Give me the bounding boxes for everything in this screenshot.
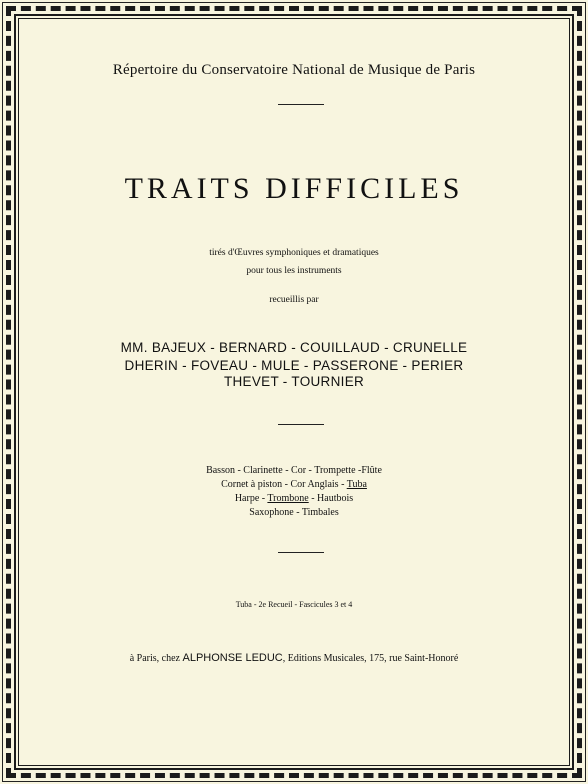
instrument-trombone: Trombone (267, 493, 309, 504)
publisher-prefix: à Paris, chez (129, 653, 183, 664)
instruments-line: Basson - Clarinette - Cor - Trompette -Flûte (206, 465, 382, 476)
authors-line: DHERIN - FOVEAU - MULE - PASSERONE - PERIER (124, 358, 464, 373)
publisher-address: , Editions Musicales, 175, rue Saint-Honoré (282, 653, 459, 664)
authors-line: THEVET - TOURNIER (223, 374, 365, 389)
subtitle-line: pour tous les instruments (246, 266, 342, 276)
subtitle-line: tirés d'Œuvres symphoniques et dramatiques (209, 248, 379, 258)
instruments-line: Saxophone - Timbales (249, 507, 339, 518)
divider-rule (278, 424, 324, 425)
subtitle-line: recueillis par (269, 295, 319, 305)
instruments-line (0, 493, 588, 504)
instruments-text: Harpe - (234, 493, 268, 504)
instrument-tuba: Tuba (346, 479, 367, 490)
instruments-text: Cornet à piston - Cor Anglais - (221, 479, 347, 490)
fascicule-note: Tuba - 2e Recueil - Fascicules 3 et 4 (235, 600, 353, 609)
instruments-line (0, 479, 588, 490)
page-title: TRAITS DIFFICILES (124, 172, 464, 205)
divider-rule (278, 104, 324, 105)
authors-line: MM. BAJEUX - BERNARD - COUILLAUD - CRUNELLE (120, 340, 468, 355)
publisher-line (0, 652, 588, 664)
instruments-text: - Hautbois (308, 493, 354, 504)
publisher-name: ALPHONSE LEDUC (182, 652, 283, 664)
conservatoire-heading: Répertoire du Conservatoire National de Musique de Paris (112, 62, 476, 78)
divider-rule (278, 552, 324, 553)
